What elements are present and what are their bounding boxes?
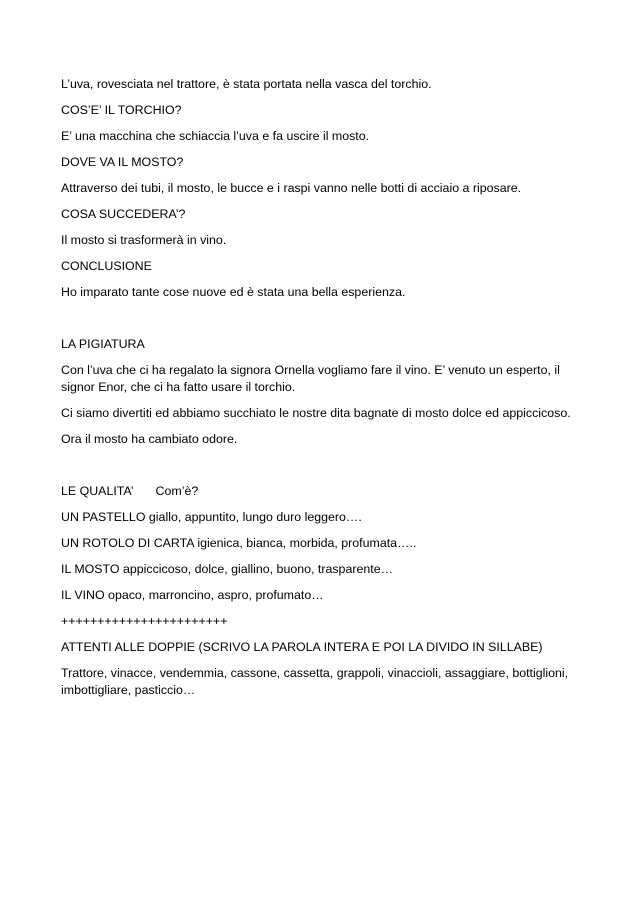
section-title: LA PIGIATURA <box>61 337 145 351</box>
question-heading: DOVE VA IL MOSTO? <box>61 155 184 169</box>
list-item: UN ROTOLO DI CARTA igienica, bianca, morbida, profumata….. <box>61 536 417 550</box>
separator-line: +++++++++++++++++++++++ <box>61 614 228 628</box>
section-title-line <box>61 483 591 500</box>
paragraph: Ora il mosto ha cambiato odore. <box>61 432 238 446</box>
document-page <box>61 76 591 699</box>
list-item: IL MOSTO appiccicoso, dolce, giallino, buono, trasparente… <box>61 562 393 576</box>
exercise-heading: ATTENTI ALLE DOPPIE (SCRIVO LA PAROLA INTERA E POI LA DIVIDO IN SILLABE) <box>61 640 543 654</box>
paragraph: Ho imparato tante cose nuove ed è stata una bella esperienza. <box>61 285 406 299</box>
paragraph: E’ una macchina che schiaccia l’uva e fa uscire il mosto. <box>61 129 370 143</box>
paragraph: Ci siamo divertiti ed abbiamo succhiato le nostre dita bagnate di mosto dolce ed appiccicoso. <box>61 406 571 420</box>
section-subtitle: Com’è? <box>155 484 199 498</box>
paragraph: Con l’uva che ci ha regalato la signora Ornella vogliamo fare il vino. E’ venuto un esperto, il signor Enor, che ci ha fatto usare il torchio. <box>61 363 560 394</box>
paragraph: Il mosto si trasformerà in vino. <box>61 233 227 247</box>
list-item: UN PASTELLO giallo, appuntito, lungo duro leggero…. <box>61 510 362 524</box>
conclusion-heading: CONCLUSIONE <box>61 259 152 273</box>
list-item: IL VINO opaco, marroncino, aspro, profumato… <box>61 588 324 602</box>
paragraph: L’uva, rovesciata nel trattore, è stata portata nella vasca del torchio. <box>61 77 432 91</box>
section-title: LE QUALITA’ <box>61 484 134 498</box>
question-heading: COS’E’ IL TORCHIO? <box>61 103 182 117</box>
paragraph: Attraverso dei tubi, il mosto, le bucce e i raspi vanno nelle botti di acciaio a riposare. <box>61 181 522 195</box>
paragraph: Trattore, vinacce, vendemmia, cassone, cassetta, grappoli, vinaccioli, assaggiare, bottiglioni, imbottigliare, pasticcio… <box>61 666 569 697</box>
question-heading: COSA SUCCEDERA’? <box>61 207 186 221</box>
